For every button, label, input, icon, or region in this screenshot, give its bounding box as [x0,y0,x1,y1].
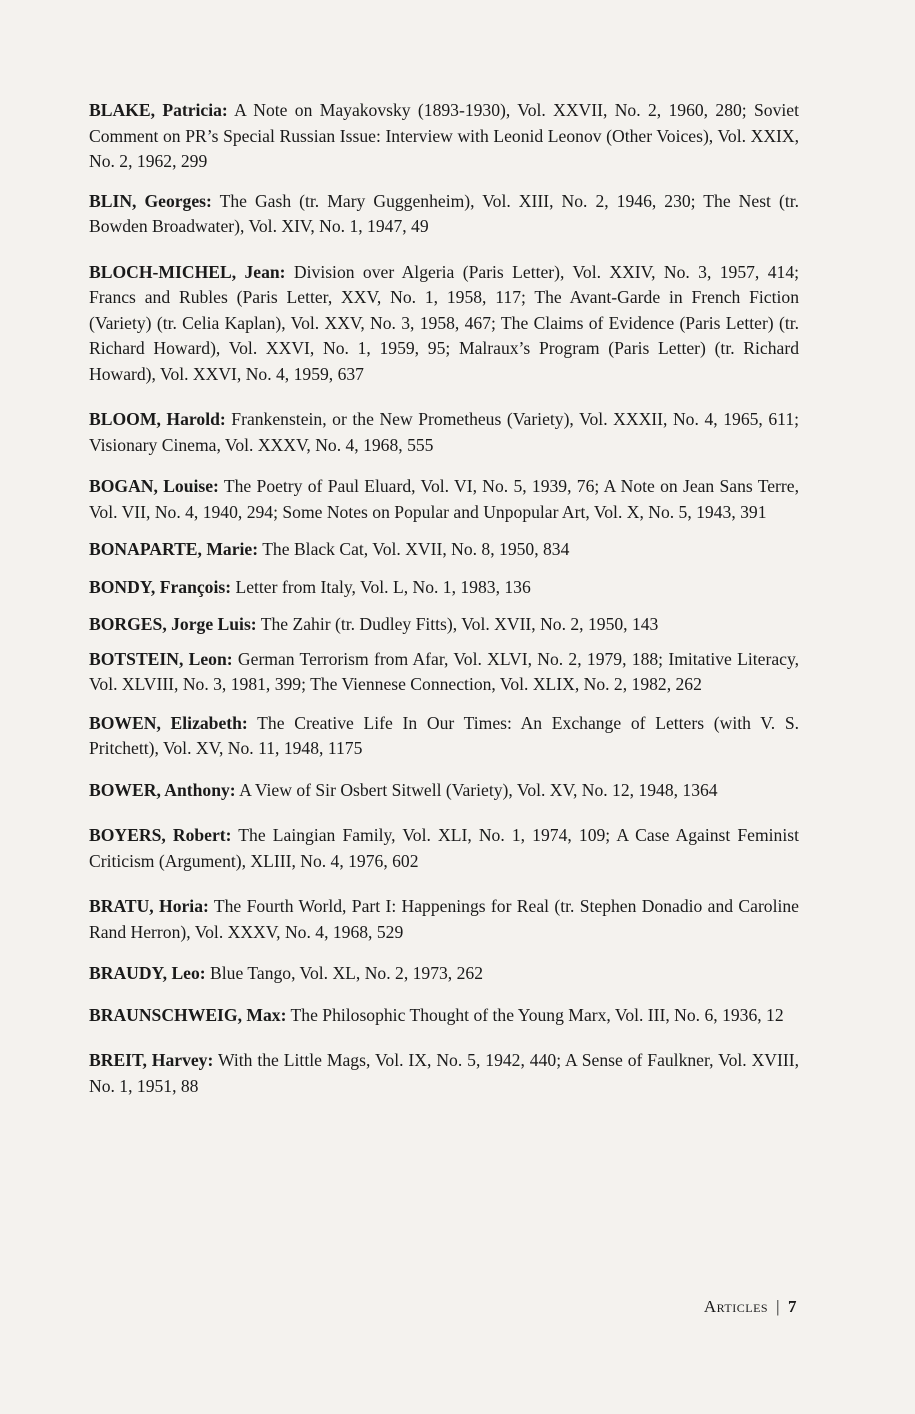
page-footer [704,1297,797,1317]
page-number: 7 [788,1297,797,1316]
index-entry [89,407,799,458]
entry-text: The Laingian Family, Vol. XLI, No. 1, 1974, 109; A Case Against Feminist Criticism (Argument), XLIII, No. 4, 1976, 602 [89,825,799,871]
author-name: BRAUNSCHWEIG, Max: [89,1004,287,1025]
index-entry [89,711,799,762]
index-entry [89,474,799,525]
author-name: BRATU, Horia: [89,896,209,916]
index-entries [89,98,799,1099]
entry-text: German Terrorism from Afar, Vol. XLVI, No. 2, 1979, 188; Imitative Literacy, Vol. XLVIII, No. 3, 1981, 399; The Viennese Connection, Vol. XLIX, No. 2, 1982, 262 [89,648,799,694]
index-entry [89,537,799,563]
entry-text: Letter from Italy, Vol. L, No. 1, 1983, 136 [231,576,531,597]
section-label: Articles [703,1297,769,1316]
author-name: BONAPARTE, Marie: [89,539,259,559]
index-entry [89,1003,799,1029]
entry-text: The Zahir (tr. Dudley Fitts), Vol. XVII, No. 2, 1950, 143 [256,614,659,634]
author-name: BOGAN, Louise: [89,476,219,496]
entry-text: The Fourth World, Part I: Happenings for Real (tr. Stephen Donadio and Caroline Rand Herron), Vol. XXXV, No. 4, 1968, 529 [89,896,799,942]
entry-text: With the Little Mags, Vol. IX, No. 5, 1942, 440; A Sense of Faulkner, Vol. XVIII, No. 1, 1951, 88 [89,1050,799,1096]
footer-separator: | [776,1297,780,1316]
author-name: BRAUDY, Leo: [89,963,206,983]
entry-text: The Gash (tr. Mary Guggenheim), Vol. XIII, No. 2, 1946, 230; The Nest (tr. Bowden Broadwater), Vol. XIV, No. 1, 1947, 49 [89,190,799,236]
index-entry [89,647,799,698]
author-name: BOTSTEIN, Leon: [89,648,233,669]
index-entry [89,1048,799,1099]
author-name: BOWEN, Elizabeth: [89,712,248,733]
author-name: BLIN, Georges: [89,190,212,211]
index-entry [89,778,799,804]
entry-text: The Black Cat, Vol. XVII, No. 8, 1950, 834 [258,539,570,559]
entry-text: A View of Sir Osbert Sitwell (Variety), Vol. XV, No. 12, 1948, 1364 [235,779,718,800]
entry-text: A Note on Mayakovsky (1893-1930), Vol. XXVII, No. 2, 1960, 280; Soviet Comment on PR’s Special Russian Issue: Interview with Leonid Leonov (Other Voices), Vol. XXIX, No. 2, 1962, 299 [89,100,799,171]
index-entry [89,823,799,874]
author-name: BORGES, Jorge Luis: [89,614,257,634]
index-entry [89,575,799,601]
author-name: BONDY, François: [89,576,232,597]
author-name: BOYERS, Robert: [89,825,232,845]
entry-text: Blue Tango, Vol. XL, No. 2, 1973, 262 [205,963,483,983]
index-entry [89,961,799,987]
author-name: BLAKE, Patricia: [89,100,228,120]
index-entry [89,260,799,388]
author-name: BLOOM, Harold: [89,409,226,429]
entry-text: Division over Algeria (Paris Letter), Vol. XXIV, No. 3, 1957, 414; Francs and Rubles (Paris Letter, XXV, No. 1, 1958, 117; The Avant-Garde in French Fiction (Variety) (tr. Celia Kaplan), Vol. XXV, No. 3, 1958, 467; The Claims of Evidence (Paris Letter) (tr. Richard Howard), Vol. XXVI, No. 1, 1959, 95; Malraux’s Program (Paris Letter) (tr. Richard Howard), Vol. XXVI, No. 4, 1959, 637 [89,261,799,384]
index-entry [89,894,799,945]
entry-text: The Creative Life In Our Times: An Exchange of Letters (with V. S. Pritchett), Vol. XV, No. 11, 1948, 1175 [89,712,800,758]
author-name: BOWER, Anthony: [89,779,236,800]
entry-text: Frankenstein, or the New Prometheus (Variety), Vol. XXXII, No. 4, 1965, 611; Visionary Cinema, Vol. XXXV, No. 4, 1968, 555 [89,409,800,455]
index-entry [89,98,799,175]
entry-text: The Poetry of Paul Eluard, Vol. VI, No. 5, 1939, 76; A Note on Jean Sans Terre, Vol. VII, No. 4, 1940, 294; Some Notes on Popular and Unpopular Art, Vol. X, No. 5, 1943, 391 [89,476,799,522]
author-name: BLOCH-MICHEL, Jean: [89,261,286,282]
entry-text: The Philosophic Thought of the Young Marx, Vol. III, No. 6, 1936, 12 [286,1004,784,1025]
author-name: BREIT, Harvey: [89,1050,214,1070]
index-entry [89,189,799,240]
index-entry [89,612,799,638]
